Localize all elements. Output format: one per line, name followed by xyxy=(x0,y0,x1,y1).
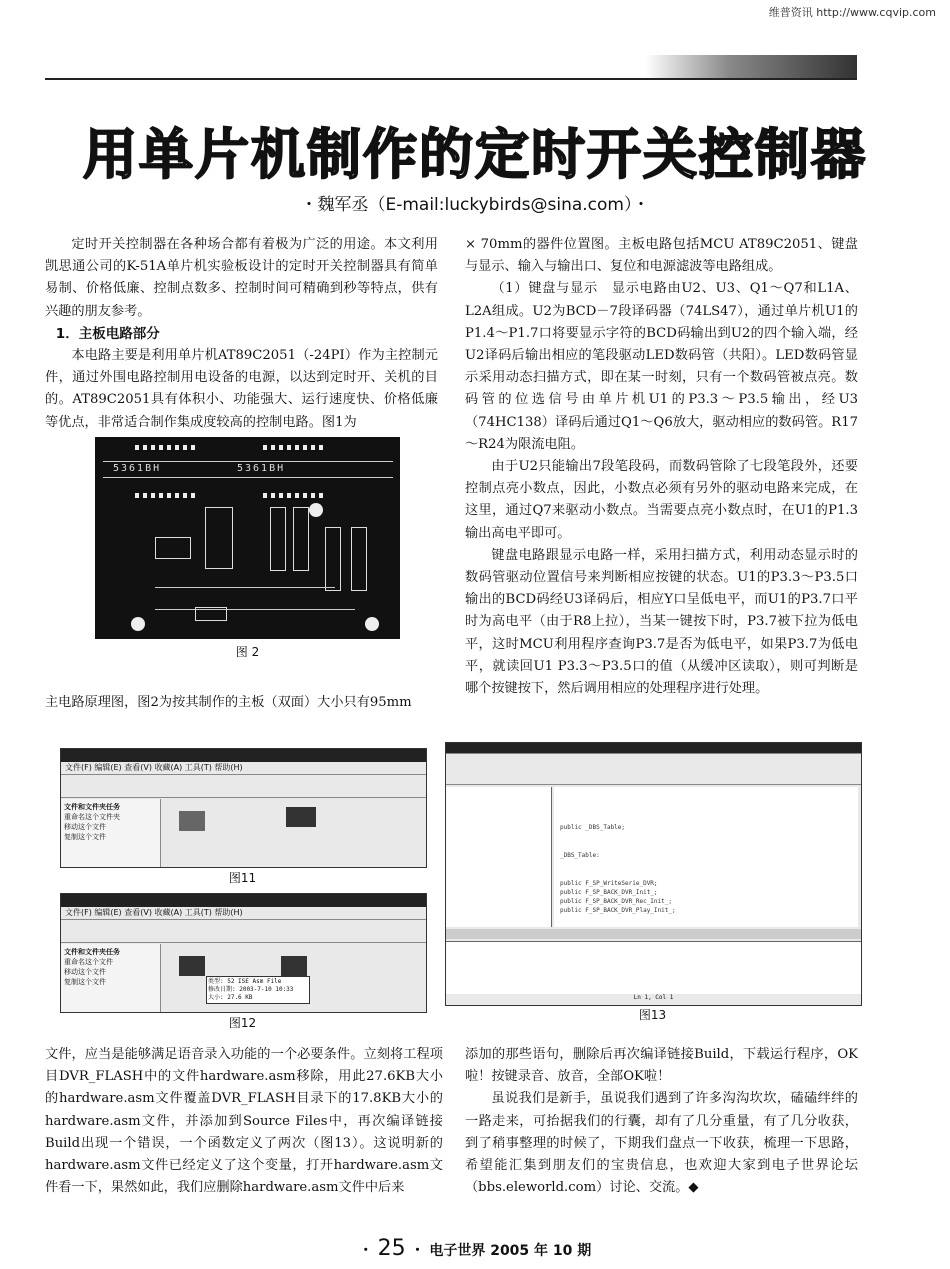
right-paragraph-3: 由于U2只能输出7段笔段码，而数码管除了七段笔段外，还要控制点亮小数点，因此，小数点必须有另外的驱动电路来完成，在这里，通过Q7来驱动小数点。当需要点亮小数点时，在U1的P1.3输出高电平即可。 xyxy=(465,459,858,541)
task-item: 重命名这个文件 xyxy=(64,958,113,966)
code-line: public F_SP_BACK_DVR_Init_; xyxy=(560,889,658,896)
tooltip-line: 大小: 27.6 KB xyxy=(208,994,253,1001)
pcb-hole xyxy=(309,503,323,517)
status-bar: Ln 1, Col 1 xyxy=(633,994,674,1001)
task-item: 复制这个文件 xyxy=(64,833,106,841)
task-pane xyxy=(61,944,161,1012)
pcb-component xyxy=(195,607,227,621)
section-heading: 1．主板电路部分 xyxy=(55,325,160,342)
figure11-explorer-window xyxy=(60,748,427,868)
window-titlebar xyxy=(61,894,426,907)
window-toolbar xyxy=(61,919,426,943)
right-paragraph-4: 键盘电路跟显示电路一样，采用扫描方式，利用动态显示时的数码管驱动位置信号来判断相应按键的状态。U1的P3.3～P3.5口输出的BCD码经U3译码后，相应Y口呈低电平，而U1的P3.7口平时为高电平（由于R8上拉），当某一键按下时，P3.7被下拉为低电平，这时MCU利用程序查询P3.7是否为低电平，如果P3.7为低电平，就读回U1 P3.3～P3.5口的值（从缓冲区读取），则可判断是哪个按键按下，然后调用相应的处理程序进行处理。 xyxy=(465,547,858,697)
bottom-right-paragraph-1: 添加的那些语句，删除后再次编译链接Build，下载运行程序，OK啦！按键录音、放音，全部OK啦！ xyxy=(465,1047,858,1085)
pcb-pads xyxy=(263,445,323,450)
file-icon xyxy=(281,956,307,976)
code-line: public F_SP_BACK_DVR_Play_Init_; xyxy=(560,907,676,914)
pcb-hole xyxy=(131,617,145,631)
window-toolbar xyxy=(61,774,426,798)
pcb-pads xyxy=(135,493,195,498)
header-gradient-bar xyxy=(645,55,857,80)
tooltip-line: 类型: 52 ISE Asm File xyxy=(208,978,282,985)
pcb-chip xyxy=(205,507,233,569)
folder-icon xyxy=(179,811,205,831)
window-menubar: 文件(F) 编辑(E) 查看(V) 收藏(A) 工具(T) 帮助(H) xyxy=(65,908,243,917)
figure12-explorer-window xyxy=(60,893,427,1013)
file-icon xyxy=(179,956,205,976)
figure12-caption: 图12 xyxy=(228,1016,257,1030)
figure11-caption: 图11 xyxy=(228,871,257,885)
main-paragraph: 本电路主要是利用单片机AT89C2051（-24PI）作为主控制元件，通过外围电路控制用电设备的电源，以达到定时开、关机的目的。AT89C2051具有体积小、功能强大、运行速度快、价格低廉等优点，非常适合制作集成度较高的控制电路。图1为 xyxy=(45,348,438,430)
task-pane-title: 文件和文件夹任务 xyxy=(64,803,120,811)
right-column xyxy=(465,234,858,700)
project-tree xyxy=(446,787,552,927)
task-pane xyxy=(61,799,161,867)
pcb-pads xyxy=(135,445,195,450)
bottom-right-paragraph-2: 虽说我们是新手，虽说我们遇到了许多沟沟坎坎，磕磕绊绊的一路走来，可抬据我们的行囊，却有了几分重量，有了几分收获，到了稍事整理的时候了，下期我们盘点一下收获，梳理一下思路，希望能汇集到朋友们的宝贵信息，也欢迎大家到电子世界论坛（bbs.eleworld.com）讨论、交流。◆ xyxy=(465,1091,858,1196)
pcb-chip xyxy=(293,507,309,571)
code-line: _DBS_Table: xyxy=(560,852,600,859)
pcb-chip xyxy=(270,507,286,571)
window-titlebar xyxy=(446,743,861,753)
figure2-caption: 图 2 xyxy=(235,645,260,659)
figure13-caption: 图13 xyxy=(638,1008,667,1022)
article-author: ・魏军丞（E-mail:luckybirds@sina.com）・ xyxy=(300,195,650,215)
task-item: 移动这个文件 xyxy=(64,823,106,831)
task-item: 重命名这个文件夹 xyxy=(64,813,120,821)
pcb-label: 5361BH xyxy=(237,463,286,474)
right-paragraph-2: （1）键盘与显示 显示电路由U2、U3、Q1～Q7和L1A、L2A组成。U2为BCD－7段译码器（74LS47），通过单片机U1的P1.4～P1.7口将要显示字符的BCD码输出到U2的四个输入端，经U2译码后输出相应的笔段驱动LED数码管（共阳）。LED数码管显示采用动态扫描方式，即在某一时刻，只有一个数码管被点亮。数码管的位选信号由单片机U1的P3.3～P3.5输出，经U3（74HC138）译码后通过Q1～Q6放大，驱动相应的数码管。R17～R24为限流电阻。 xyxy=(465,281,858,452)
window-toolbar xyxy=(446,753,861,785)
page-footer: ・ 25 ・ 电子世界 2005 年 10 期 xyxy=(358,1236,592,1261)
output-pane xyxy=(446,941,861,994)
figure2-pcb-image xyxy=(95,437,400,639)
watermark: 维普资讯 http://www.cqvip.com xyxy=(768,6,936,19)
file-icon xyxy=(286,807,316,827)
bottom-left-paragraph: 文件，应当是能够满足语音录入功能的一个必要条件。立刻将工程项目DVR_FLASH中的文件hardware.asm移除，用此27.6KB大小的hardware.asm文件覆盖DVR_FLASH目录下的17.8KB大小的hardware.asm文件，并添加到Source Files中，再次编译链接Build出现一个错误，一个函数定义了两次（图13）。这说明新的hardware.asm文件已经定义了这个变量，打开hardware.asm文件看一下，果然如此，我们应删除hardware.asm文件中后来 xyxy=(45,1047,443,1196)
pcb-component xyxy=(155,537,191,559)
pcb-trace xyxy=(155,587,335,588)
bottom-right-column xyxy=(465,1044,858,1199)
tooltip-line: 修改日期: 2003-7-10 10:33 xyxy=(208,986,294,993)
pcb-hole xyxy=(365,617,379,631)
bottom-left-column xyxy=(45,1044,443,1199)
window-menubar: 文件(F) 编辑(E) 查看(V) 收藏(A) 工具(T) 帮助(H) xyxy=(65,763,243,772)
pcb-trace xyxy=(103,461,393,462)
journal-name: 电子世界 2005 年 10 期 xyxy=(429,1243,592,1259)
pcb-label: 5361BH xyxy=(113,463,162,474)
pcb-trace xyxy=(103,477,393,478)
code-line: public _DBS_Table; xyxy=(560,824,626,831)
figure13-ide-window xyxy=(445,742,862,1006)
left-continuation: 主电路原理图，图2为按其制作的主板（双面）大小只有95mm xyxy=(45,695,412,710)
file-tabs xyxy=(446,929,861,939)
header-rule xyxy=(45,78,857,80)
task-item: 移动这个文件 xyxy=(64,968,106,976)
code-editor xyxy=(554,787,858,927)
page-number: 25 xyxy=(377,1236,406,1261)
code-line: public F_SP_WriteSerie_DVR; xyxy=(560,880,658,887)
pcb-chip xyxy=(325,527,341,591)
task-pane-title: 文件和文件夹任务 xyxy=(64,948,120,956)
right-paragraph-1: × 70mm的器件位置图。主板电路包括MCU AT89C2051、键盘与显示、输入与输出口、复位和电源滤波等电路组成。 xyxy=(465,237,858,275)
left-column xyxy=(45,234,438,434)
file-tooltip xyxy=(206,976,310,1004)
pcb-trace xyxy=(155,609,355,610)
pcb-pads xyxy=(263,493,323,498)
task-item: 复制这个文件 xyxy=(64,978,106,986)
code-line: public F_SP_BACK_DVR_Rec_Init_; xyxy=(560,898,672,905)
window-titlebar xyxy=(61,749,426,762)
intro-paragraph: 定时开关控制器在各种场合都有着极为广泛的用途。本文利用凯思通公司的K-51A单片机实验板设计的定时开关控制器具有简单易制、价格低廉、控制点数多、控制时间可精确到秒等特点，供有兴趣的朋友参考。 xyxy=(45,237,438,319)
pcb-chip xyxy=(351,527,367,591)
article-title: 用单片机制作的定时开关控制器 xyxy=(83,123,867,186)
